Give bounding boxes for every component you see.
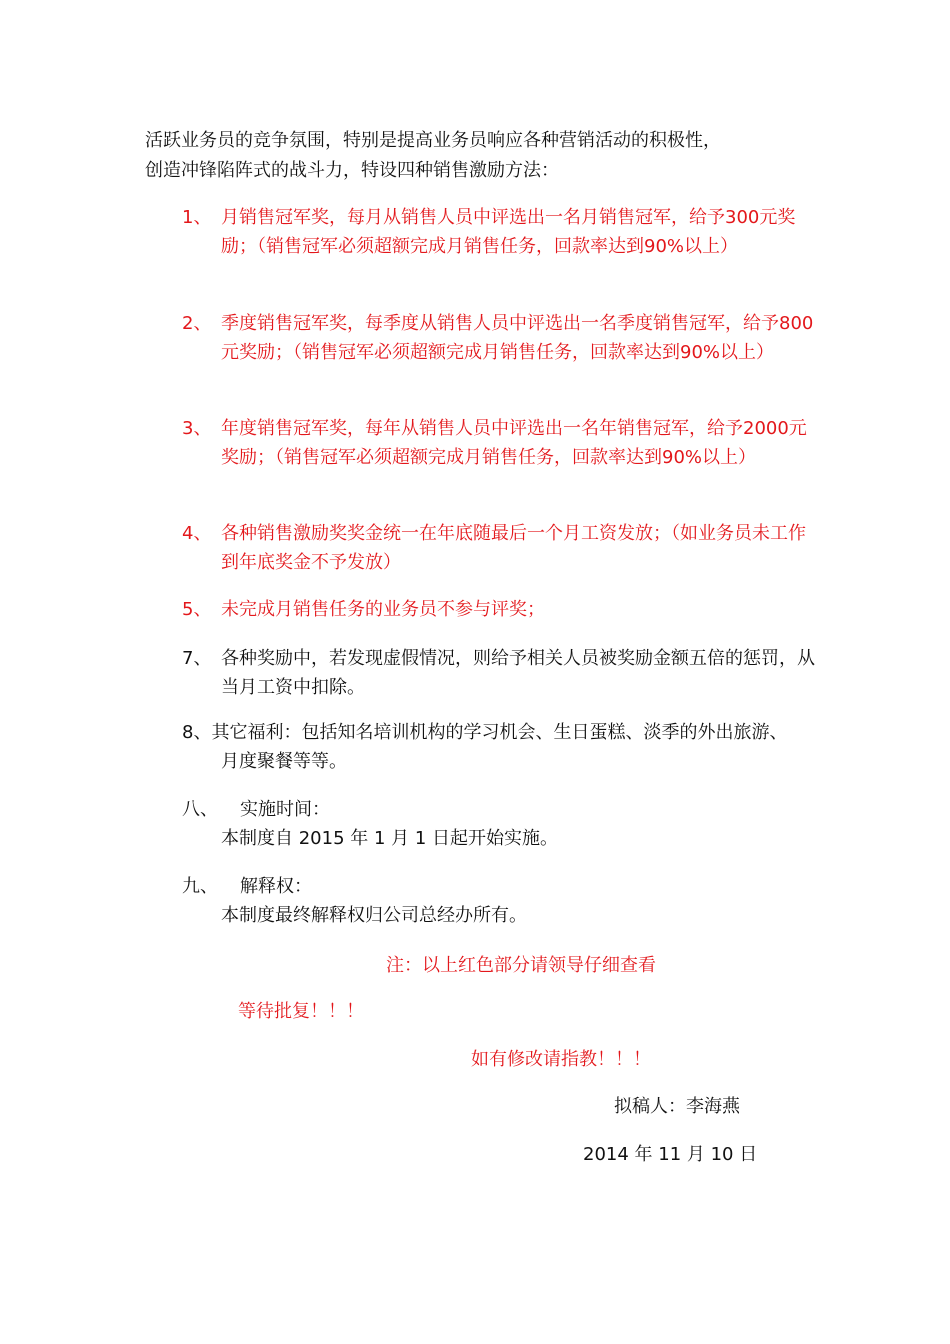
section-interpretation-right <box>182 872 782 930</box>
item-text: 季度销售冠军奖，每季度从销售人员中评选出一名季度销售冠军，给予800元奖励；（销售冠军必须超额完成月销售任务，回款率达到90%以上） <box>221 313 814 363</box>
benefits-line-2: 月度聚餐等等。 <box>221 751 347 772</box>
intro-line-1: 活跃业务员的竞争氛围，特别是提高业务员响应各种营销活动的积极性， <box>145 130 721 151</box>
section-heading <box>182 872 782 901</box>
item-number: 3、 <box>182 418 212 439</box>
section-implementation-time <box>182 795 782 853</box>
item-number: 2、 <box>182 313 212 334</box>
section-number: 九、 <box>182 876 218 897</box>
item-number: 1、 <box>182 207 212 228</box>
section-content: 本制度最终解释权归公司总经办所有。 <box>221 905 527 926</box>
benefits-item-8 <box>182 718 842 776</box>
review-note: 注：以上红色部分请领导仔细查看 <box>386 955 656 976</box>
advise-note: 如有修改请指教！！！ <box>471 1049 651 1070</box>
document-date: 2014 年 11 月 10 日 <box>583 1144 758 1165</box>
drafter-signature: 拟稿人：李海燕 <box>614 1096 740 1117</box>
item-text: 未完成月销售任务的业务员不参与评奖； <box>221 599 545 620</box>
item-number: 4、 <box>182 523 212 544</box>
await-approval-note: 等待批复！！！ <box>238 1001 364 1022</box>
section-number: 八、 <box>182 799 218 820</box>
item-text: 月销售冠军奖，每月从销售人员中评选出一名月销售冠军，给予300元奖励；（销售冠军必须超额完成月销售任务，回款率达到90%以上） <box>221 207 796 257</box>
item-text: 各种销售激励奖奖金统一在年底随最后一个月工资发放；（如业务员未工作到年底奖金不予发放） <box>221 523 806 573</box>
section-heading <box>182 795 782 824</box>
section-title: 解释权： <box>240 876 312 897</box>
item-text: 各种奖励中，若发现虚假情况，则给予相关人员被奖励金额五倍的惩罚，从当月工资中扣除。 <box>221 648 815 698</box>
section-title: 实施时间： <box>240 799 330 820</box>
item-text: 年度销售冠军奖，每年从销售人员中评选出一名年销售冠军，给予2000元奖励；（销售冠军必须超额完成月销售任务，回款率达到90%以上） <box>221 418 807 468</box>
section-content: 本制度自 2015 年 1 月 1 日起开始实施。 <box>221 828 559 849</box>
item-number: 7、 <box>182 648 212 669</box>
intro-line-2: 创造冲锋陷阵式的战斗力，特设四种销售激励方法： <box>145 160 559 181</box>
benefits-line-1: 8、其它福利：包括知名培训机构的学习机会、生日蛋糕、淡季的外出旅游、 <box>182 722 788 743</box>
item-number: 5、 <box>182 599 212 620</box>
